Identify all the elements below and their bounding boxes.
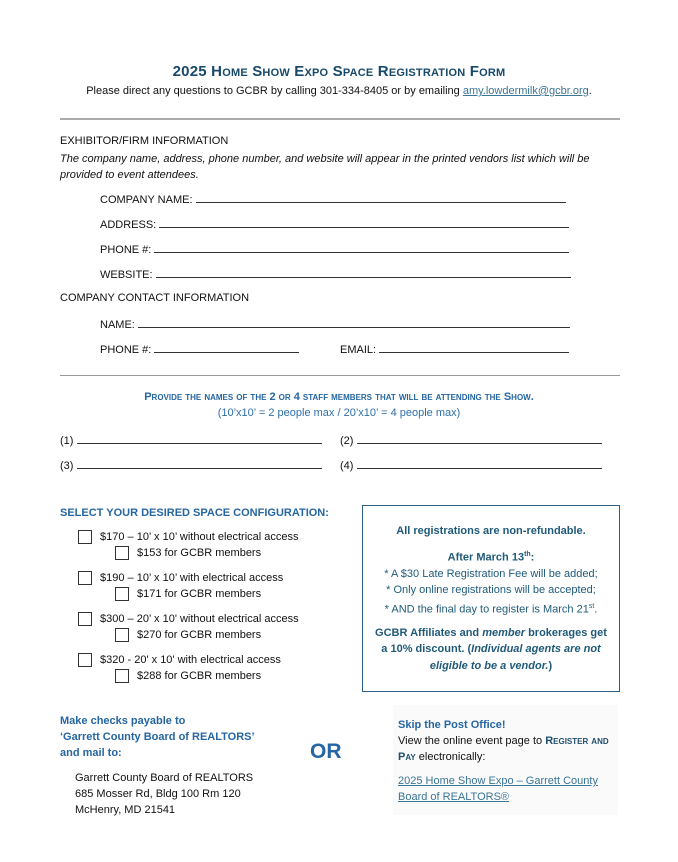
or-separator: OR (310, 740, 342, 763)
option-label: $153 for GCBR members (137, 546, 262, 559)
bullet-3 (363, 599, 619, 618)
line: Make checks payable to (60, 715, 186, 727)
field-label: (1) (60, 435, 74, 447)
staff-field-2[interactable] (340, 433, 602, 447)
field-label: (2) (340, 435, 354, 447)
field-label: COMPANY NAME: (100, 194, 193, 206)
contact-email-field[interactable] (340, 342, 569, 356)
line: Garrett County Board of REALTORS (75, 772, 254, 784)
t: GCBR Affiliates and (375, 626, 483, 639)
contact-name-field[interactable] (100, 317, 570, 331)
checkbox[interactable] (78, 612, 92, 626)
option-label: $288 for GCBR members (137, 669, 262, 682)
contact-suffix: . (588, 85, 592, 97)
mail-heading (60, 713, 255, 761)
space-option-2[interactable] (78, 571, 283, 585)
space-heading: SELECT YOUR DESIRED SPACE CONFIGURATION: (60, 507, 329, 519)
page-title: 2025 Home Show Expo Space Registration Form (172, 63, 506, 80)
phone-field[interactable] (100, 242, 569, 256)
checkbox[interactable] (115, 546, 129, 560)
field-label: ADDRESS: (100, 219, 157, 231)
field-label: NAME: (100, 319, 135, 331)
bullet-2: * Only online registrations will be accepted; (386, 584, 596, 597)
mail-address (75, 770, 253, 818)
line: 685 Mosser Rd, Bldg 100 Rm 120 (75, 788, 241, 800)
bullet-text: * AND the final day to register is March 21 (384, 603, 589, 616)
field-label: PHONE #: (100, 244, 152, 256)
staff-note: (10’x10’ = 2 people max / 20’x10’ = 4 people max) (217, 407, 461, 419)
bullet-1: * A $30 Late Registration Fee will be added; (384, 567, 598, 580)
staff-field-4[interactable] (340, 458, 602, 472)
contact-text: Please direct any questions to GCBR by calling 301-334-8405 or by emailing (86, 85, 463, 97)
checkbox[interactable] (115, 587, 129, 601)
staff-field-1[interactable] (60, 433, 322, 447)
checkbox[interactable] (78, 571, 92, 585)
field-label: (3) (60, 460, 74, 472)
option-label: $320 - 20' x 10' with electrical access (100, 653, 281, 666)
line: McHenry, MD 21541 (75, 804, 176, 816)
exhibitor-heading: EXHIBITOR/FIRM INFORMATION (60, 135, 229, 147)
staff-field-3[interactable] (60, 458, 322, 472)
space-option-2-member[interactable] (115, 587, 261, 601)
option-label: $171 for GCBR members (137, 587, 262, 600)
sup: st (588, 602, 595, 610)
line: and mail to: (60, 747, 122, 759)
space-option-1-member[interactable] (115, 546, 261, 560)
period: . (594, 603, 598, 616)
t: Individual agents are not eligible to be a vendor. (429, 643, 601, 672)
discount-note (371, 625, 611, 675)
contact-line (0, 85, 678, 97)
online-panel (393, 705, 618, 815)
company-name-field[interactable] (100, 192, 566, 206)
option-label: $170 – 10’ x 10’ without electrical access (100, 530, 299, 543)
online-heading: Skip the Post Office! (398, 719, 506, 731)
option-label: $190 – 10’ x 10’ with electrical access (100, 571, 284, 584)
sup: th (524, 550, 531, 558)
checkbox[interactable] (115, 628, 129, 642)
option-label: $270 for GCBR members (137, 628, 262, 641)
event-page-link[interactable]: 2025 Home Show Expo – Garrett County Board of REALTORS® (398, 775, 598, 803)
field-label: (4) (340, 460, 354, 472)
checkbox[interactable] (78, 653, 92, 667)
field-label: WEBSITE: (100, 269, 153, 281)
staff-heading: Provide the names of the 2 or 4 staff members that will be attending the Show. (144, 391, 534, 403)
field-label: PHONE #: (100, 344, 152, 356)
t: member (482, 626, 526, 639)
divider (60, 375, 620, 376)
t: ) (548, 659, 553, 672)
exhibitor-note: The company name, address, phone number, and website will appear in the printed vendors list which will be provided to event attendees. (60, 153, 590, 181)
t: View the online event page to (398, 735, 546, 747)
t: Register and Pay (398, 735, 609, 763)
contact-phone-field[interactable] (100, 342, 299, 356)
field-label: EMAIL: (340, 344, 377, 356)
t: electronically: (415, 751, 486, 763)
line: ‘Garrett County Board of REALTORS’ (60, 731, 255, 743)
checkbox[interactable] (78, 530, 92, 544)
after-text: After March 13 (447, 551, 525, 564)
online-text (398, 733, 613, 765)
space-option-1[interactable] (78, 530, 299, 544)
option-label: $300 – 20’ x 10' without electrical access (100, 612, 299, 625)
checkbox[interactable] (115, 669, 129, 683)
email-link[interactable]: amy.lowdermilk@gcbr.org (462, 85, 589, 97)
space-option-3-member[interactable] (115, 628, 261, 642)
t: brokerages get a 10% discount. ( (381, 626, 607, 656)
after-date-heading (363, 547, 619, 566)
space-option-3[interactable] (78, 612, 299, 626)
space-option-4[interactable] (78, 653, 281, 667)
notice-box (362, 505, 620, 692)
contact-heading: COMPANY CONTACT INFORMATION (60, 292, 250, 304)
colon: : (530, 551, 535, 564)
website-field[interactable] (100, 267, 571, 281)
refund-notice: All registrations are non-refundable. (396, 525, 586, 537)
address-field[interactable] (100, 217, 569, 231)
divider (60, 118, 620, 120)
space-option-4-member[interactable] (115, 669, 261, 683)
